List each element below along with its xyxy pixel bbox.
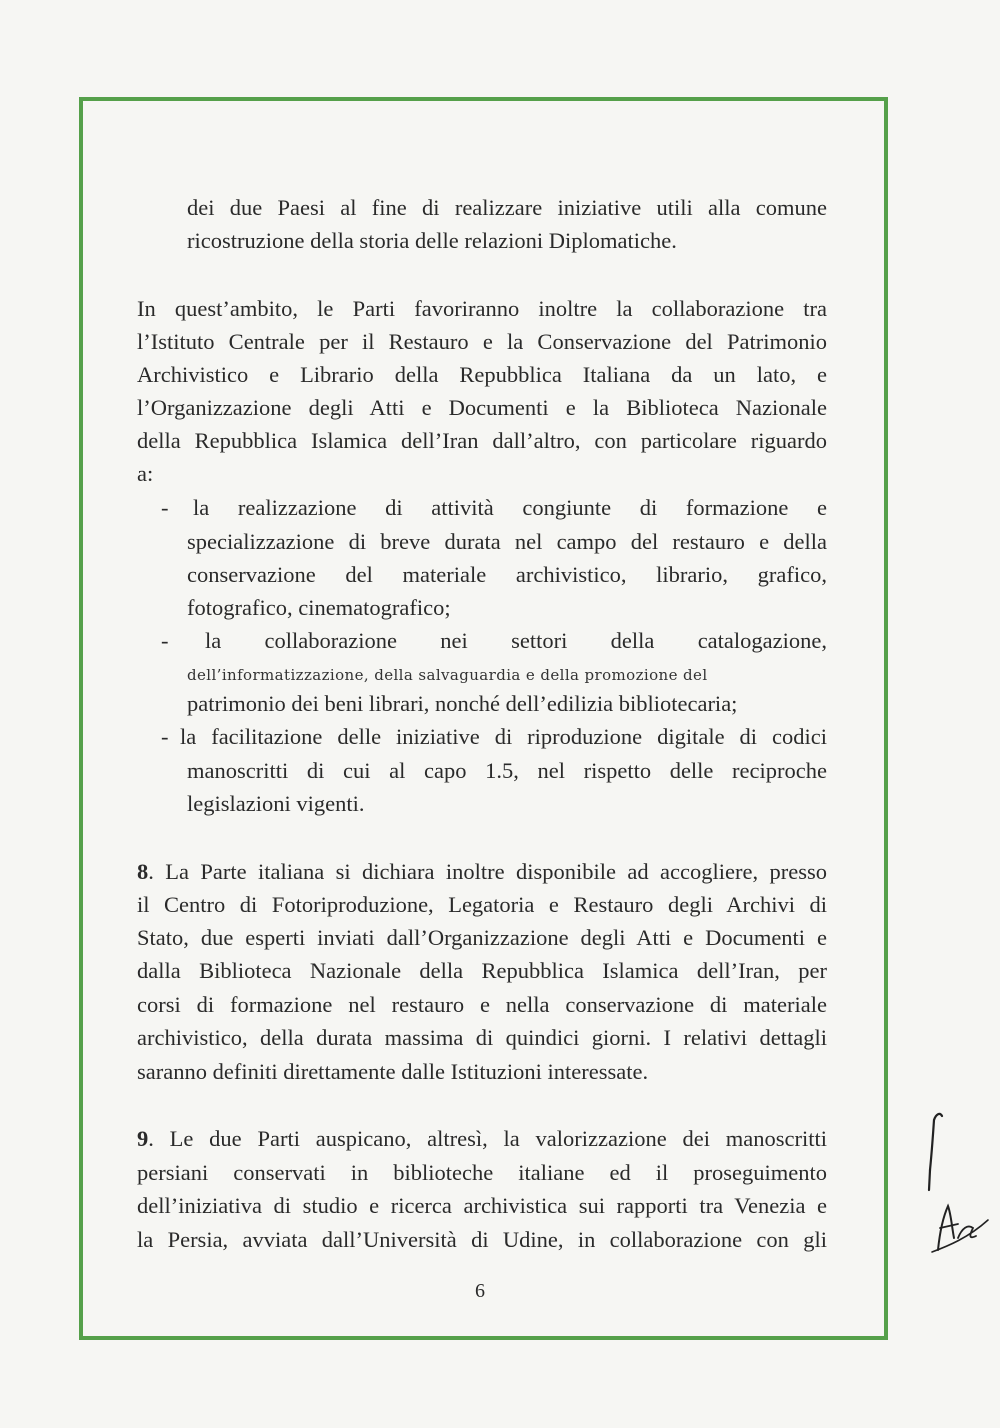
- para-8-line-7: saranno definiti direttamente dalle Istituzioni interessate.: [137, 1059, 649, 1084]
- para-8-line-3: Stato, due esperti inviati dall’Organizzazione degli Atti e Documenti e: [137, 925, 827, 950]
- para-8-line-1: [137, 855, 827, 888]
- para-9-line-2: persiani conservati in biblioteche italiane ed il proseguimento: [137, 1160, 827, 1185]
- bullet-1-line-1: la realizzazione di attività congiunte di formazione e: [193, 495, 827, 520]
- page-number: 6: [475, 1280, 485, 1302]
- para-9-text: . Le due Parti auspicano, altresì, la valorizzazione dei manoscritti: [148, 1126, 827, 1151]
- handwritten-initials-signature: [918, 1110, 993, 1255]
- para-9-line-1: [137, 1122, 827, 1155]
- bullet-2-line-3: patrimonio dei beni librari, nonché dell’edilizia bibliotecaria;: [187, 691, 738, 716]
- intro-line-2: ricostruzione della storia delle relazioni Diplomatiche.: [187, 228, 677, 253]
- bullet-1-line-2: specializzazione di breve durata nel campo del restauro e della: [187, 529, 827, 554]
- para-8-number: 8: [137, 859, 149, 884]
- ambito-line-5: della Repubblica Islamica dell’Iran dall’altro, con particolare riguardo: [137, 428, 827, 453]
- bullet-2-line-1: la collaborazione nei settori della catalogazione,: [205, 628, 827, 653]
- para-9-line-4: la Persia, avviata dall’Università di Udine, in collaborazione con gli: [137, 1227, 827, 1252]
- para-9-number: 9: [137, 1126, 149, 1151]
- bullet-dash: -: [161, 628, 169, 653]
- bullet-dash: -: [161, 724, 169, 749]
- ambito-line-3: Archivistico e Librario della Repubblica Italiana da un lato, e: [137, 362, 827, 387]
- ambito-line-6: a:: [137, 461, 154, 486]
- ambito-line-1: In quest’ambito, le Parti favoriranno inoltre la collaborazione tra: [137, 296, 827, 321]
- bullet-2-line-2: dell’informatizzazione, della salvaguardia e della promozione del: [187, 666, 708, 684]
- para-8-line-4: dalla Biblioteca Nazionale della Repubblica Islamica dell’Iran, per: [137, 958, 827, 983]
- bullet-3-line-3: legislazioni vigenti.: [187, 791, 365, 816]
- bullet-3-line-1: la facilitazione delle iniziative di riproduzione digitale di codici: [180, 724, 827, 749]
- bullet-3-line-2: manoscritti di cui al capo 1.5, nel rispetto delle reciproche: [187, 758, 827, 783]
- para-8-line-2: il Centro di Fotoriproduzione, Legatoria e Restauro degli Archivi di: [137, 892, 827, 917]
- bullet-dash: -: [161, 495, 169, 520]
- bullet-1-line-3: conservazione del materiale archivistico, librario, grafico,: [187, 562, 827, 587]
- para-8-line-6: archivistico, della durata massima di quindici giorni. I relativi dettagli: [137, 1025, 827, 1050]
- ambito-line-2: l’Istituto Centrale per il Restauro e la Conservazione del Patrimonio: [137, 329, 827, 354]
- para-8-text: . La Parte italiana si dichiara inoltre disponibile ad accogliere, presso: [148, 859, 827, 884]
- para-9-line-3: dell’iniziativa di studio e ricerca archivistica sui rapporti tra Venezia e: [137, 1193, 827, 1218]
- ambito-line-4: l’Organizzazione degli Atti e Documenti e la Biblioteca Nazionale: [137, 395, 827, 420]
- bullet-1-line-4: fotografico, cinematografico;: [187, 595, 451, 620]
- intro-line-1: dei due Paesi al fine di realizzare iniziative utili alla comune: [187, 195, 827, 220]
- para-8-line-5: corsi di formazione nel restauro e nella conservazione di materiale: [137, 992, 827, 1017]
